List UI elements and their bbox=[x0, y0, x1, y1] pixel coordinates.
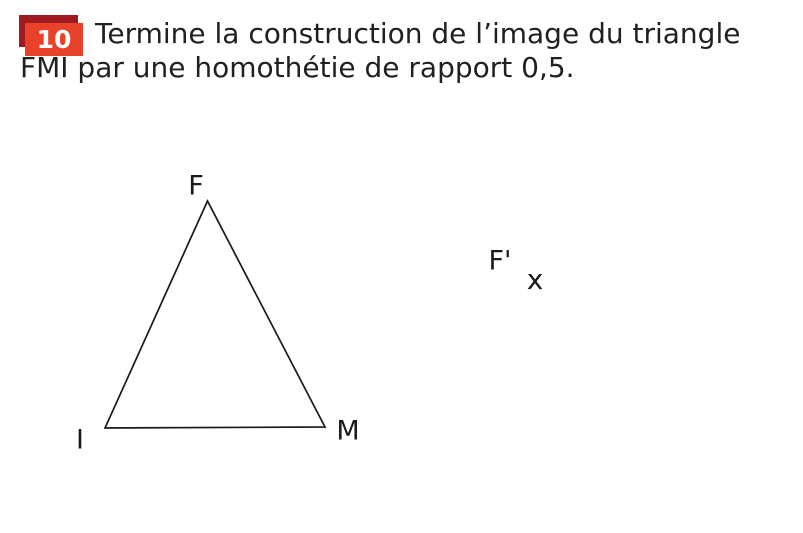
statement-line-2: FMI par une homothétie de rapport 0,5. bbox=[20, 51, 575, 84]
vertex-label-F: F bbox=[188, 170, 204, 202]
point-marker-F-prime: x bbox=[526, 263, 544, 296]
statement-line-1: Termine la construction de l’image du triangle bbox=[95, 17, 741, 50]
triangle-FMI bbox=[105, 201, 325, 428]
vertex-label-I: I bbox=[76, 424, 84, 456]
point-label-F-prime: F' bbox=[488, 245, 512, 277]
vertex-label-M: M bbox=[336, 415, 360, 447]
exercise-number: 10 bbox=[36, 25, 72, 54]
